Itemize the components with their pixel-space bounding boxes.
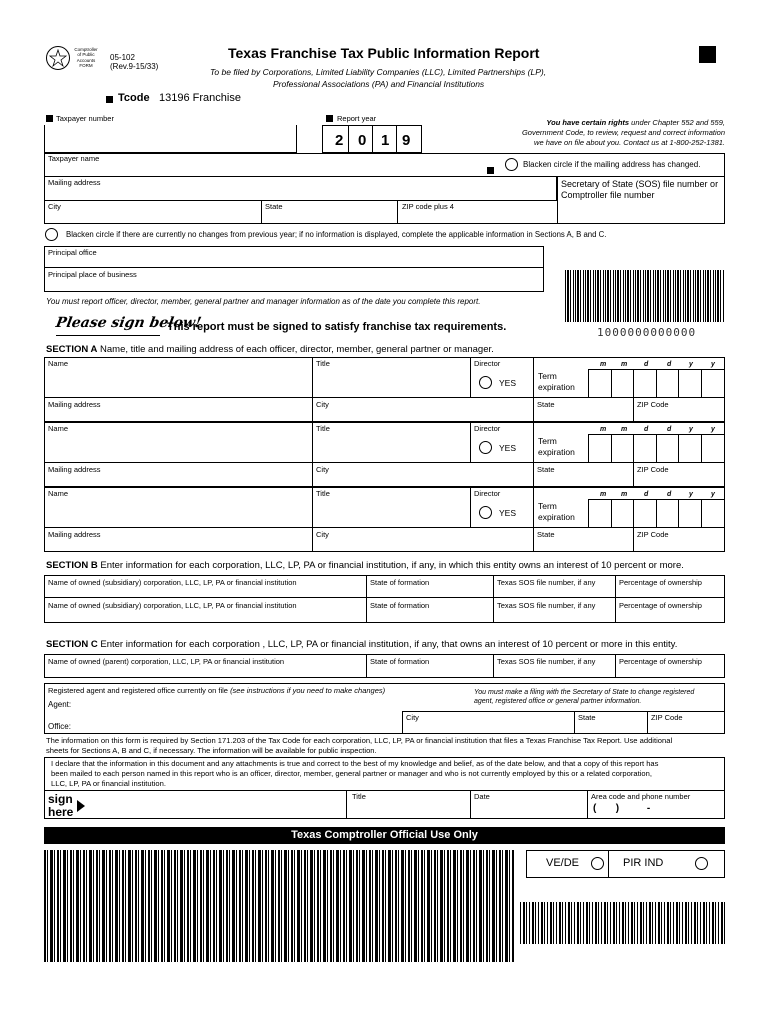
- rights-line-2: Government Code, to review, request and correct information: [521, 128, 725, 137]
- term-date-cell[interactable]: [678, 499, 679, 527]
- director-yes-circle[interactable]: [479, 506, 492, 519]
- phone-format: ( ) -: [593, 803, 651, 814]
- col-divider: [470, 487, 471, 527]
- officer-title-label: Title: [316, 359, 330, 368]
- tcode-marker: [106, 96, 113, 103]
- sign-arrow-icon: [77, 800, 85, 812]
- col-divider: [633, 527, 634, 552]
- director-label: Director: [474, 489, 501, 498]
- top-barcode: [565, 270, 725, 322]
- year-divider: [396, 125, 397, 153]
- officer-city-label: City: [316, 465, 329, 474]
- date-baseline: [588, 499, 725, 500]
- term-date-cell[interactable]: [633, 434, 634, 462]
- officer-state-label: State: [537, 400, 555, 409]
- col-divider: [633, 397, 634, 422]
- col-divider: [312, 487, 313, 552]
- form-subtitle-2: Professional Associations (PA) and Financial Institutions: [273, 79, 485, 89]
- officer-zip-label: ZIP Code: [637, 530, 669, 539]
- sign-title-label: Title: [352, 792, 366, 801]
- agent-state-label: State: [578, 713, 596, 722]
- col-divider: [346, 790, 347, 819]
- director-yes-label: YES: [499, 508, 517, 518]
- bottom-barcode: [44, 850, 514, 962]
- here-word: here: [48, 805, 74, 819]
- term-date-cell[interactable]: [633, 369, 634, 397]
- please-sign-banner: Please sign below!: [54, 315, 203, 331]
- year-digit-3: 1: [381, 132, 390, 149]
- director-label: Director: [474, 424, 501, 433]
- mailing-address-label: Mailing address: [48, 178, 101, 187]
- parent-state-label: State of formation: [370, 657, 430, 666]
- no-changes-label: Blacken circle if there are currently no changes from previous year; if no information is displayed, complete the applicable information in Sections A, B and C.: [66, 230, 607, 239]
- officer-divider: [44, 397, 725, 398]
- phone-label: Area code and phone number: [591, 792, 691, 801]
- principal-place-label: Principal place of business: [48, 270, 137, 279]
- mailing-changed-label: Blacken circle if the mailing address has changed.: [523, 160, 701, 169]
- form-number: 05-102: [110, 53, 135, 62]
- registered-agent-label: [48, 687, 385, 695]
- parent-name-label: Name of owned (parent) corporation, LLC, LP, PA or financial institution: [48, 657, 285, 666]
- term-date-cell[interactable]: [701, 434, 702, 462]
- barcode-number: 1000000000000: [597, 326, 697, 339]
- officer-title-label: Title: [316, 424, 330, 433]
- officer-name-field[interactable]: [45, 358, 311, 396]
- term-date-cell[interactable]: [678, 369, 679, 397]
- date-letter: d: [667, 426, 672, 433]
- declaration-2: been mailed to each person named in this report who is an officer, director, member, general partner or manager and who is not currently employed by this or a related corporation,: [51, 769, 652, 778]
- reg-label: Registered agent and registered office currently on file: [48, 686, 228, 695]
- officer-state-label: State: [537, 530, 555, 539]
- date-letter: m: [600, 426, 607, 433]
- officer-name-label: Name: [48, 424, 69, 433]
- officer-name-label: Name: [48, 489, 69, 498]
- officer-name-field[interactable]: [45, 488, 311, 526]
- form-revision: (Rev.9-15/33): [110, 62, 159, 71]
- info-text-2: sheets for Sections A, B and C, if necessary. The information will be available for public inspection.: [46, 746, 377, 755]
- sign-date-label: Date: [474, 792, 490, 801]
- col-divider: [366, 654, 367, 678]
- ve-de-circle[interactable]: [591, 857, 604, 870]
- col-divider: [312, 357, 313, 422]
- term-date-cell[interactable]: [656, 499, 657, 527]
- year-digit-4: 9: [402, 132, 411, 149]
- col-divider: [533, 357, 534, 422]
- section-b-title: SECTION B: [46, 560, 98, 571]
- col-divider: [366, 575, 367, 623]
- official-use-bar: Texas Comptroller Official Use Only: [44, 827, 725, 844]
- principal-office-label: Principal office: [48, 248, 97, 257]
- col-divider: [402, 711, 403, 734]
- subsidiary-pct-label: Percentage of ownership: [619, 578, 702, 587]
- zip-label: ZIP code plus 4: [402, 202, 454, 211]
- section-b-desc: Enter information for each corporation, LLC, LP, PA or financial institution, if any, in which this entity owns an interest of 10 percent or more.: [100, 560, 684, 571]
- officer-name-field[interactable]: [45, 423, 311, 461]
- declaration-1: I declare that the information in this document and any attachments is true and correct to the best of my knowledge and belief, as of the date below, and that a copy of this report has: [51, 759, 659, 768]
- officer-mailing-label: Mailing address: [48, 400, 101, 409]
- form-title: Texas Franchise Tax Public Information Report: [228, 45, 540, 61]
- date-letter: d: [644, 361, 649, 368]
- must-sign-notice: This report must be signed to satisfy franchise tax requirements.: [167, 321, 507, 333]
- pir-ind-circle[interactable]: [695, 857, 708, 870]
- term-date-cell[interactable]: [611, 369, 612, 397]
- term-date-cell[interactable]: [678, 434, 679, 462]
- subsidiary-name-label: Name of owned (subsidiary) corporation, LLC, LP, PA or financial institution: [48, 578, 297, 587]
- parent-pct-label: Percentage of ownership: [619, 657, 702, 666]
- section-a-desc: Name, title and mailing address of each officer, director, member, general partner or manager.: [100, 344, 494, 355]
- date-letter: y: [689, 491, 693, 498]
- info-text-1: The information on this form is required by Section 171.203 of the Tax Code for each corporation, LLC, LP, PA or financial institution that files a Texas Franchise Tax Report. Use additional: [46, 736, 673, 745]
- date-letter: d: [667, 361, 672, 368]
- officer-title-label: Title: [316, 489, 330, 498]
- col-divider: [615, 575, 616, 623]
- principal-office-field[interactable]: [44, 246, 544, 268]
- city-field[interactable]: [44, 201, 262, 224]
- please-sign-underline: [56, 335, 160, 336]
- col-divider: [533, 487, 534, 552]
- subsidiary-pct-label: Percentage of ownership: [619, 601, 702, 610]
- signature-field[interactable]: [88, 791, 346, 818]
- term-date-cell[interactable]: [588, 499, 589, 527]
- reg-note: (see instructions if you need to make changes): [230, 686, 386, 695]
- agent-city-label: City: [406, 713, 419, 722]
- star-icon: [47, 47, 69, 69]
- rights-notice: [510, 119, 725, 127]
- no-changes-circle[interactable]: [45, 228, 58, 241]
- expiration-label: expiration: [538, 512, 575, 522]
- sos-label-1: Secretary of State (SOS) file number or: [561, 179, 719, 189]
- date-letter: m: [600, 491, 607, 498]
- officer-zip-label: ZIP Code: [637, 400, 669, 409]
- date-letter: m: [621, 361, 628, 368]
- officer-divider: [44, 527, 725, 528]
- side-barcode: [520, 902, 725, 944]
- report-year-label: Report year: [337, 114, 377, 123]
- year-divider: [348, 125, 349, 153]
- term-date-cell[interactable]: [588, 369, 589, 397]
- term-date-cell[interactable]: [701, 369, 702, 397]
- col-divider: [470, 357, 471, 397]
- term-date-cell[interactable]: [633, 499, 634, 527]
- col-divider: [615, 654, 616, 678]
- date-letter: m: [621, 491, 628, 498]
- term-date-cell[interactable]: [611, 499, 612, 527]
- filing-note-1: You must make a filing with the Secretary of State to change registered: [474, 689, 695, 696]
- must-report-notice: You must report officer, director, member, general partner and manager information as of the date you complete this report.: [46, 297, 481, 306]
- date-letter: d: [644, 491, 649, 498]
- officer-divider: [44, 462, 725, 463]
- state-seal: [46, 46, 70, 70]
- pir-ind-label: PIR IND: [623, 857, 664, 869]
- rights-bold: You have certain rights: [546, 118, 630, 127]
- state-label: State: [265, 202, 283, 211]
- col-divider: [633, 462, 634, 487]
- term-date-cell[interactable]: [588, 434, 589, 462]
- term-label: Term: [538, 436, 557, 446]
- rights-line-3: we have on file about you. Contact us at 1-800-252-1381.: [534, 138, 725, 147]
- director-label: Director: [474, 359, 501, 368]
- tcode-label: Tcode: [118, 92, 150, 104]
- section-a-title: SECTION A: [46, 344, 98, 355]
- date-baseline: [588, 434, 725, 435]
- taxpayer-number-label: Taxpayer number: [56, 114, 114, 123]
- seal-caption: Comptroller of Public Accounts FORM: [74, 47, 98, 69]
- col-divider: [647, 711, 648, 734]
- parent-sos-label: Texas SOS file number, if any: [497, 657, 596, 666]
- director-yes-circle[interactable]: [479, 376, 492, 389]
- col-divider: [574, 711, 575, 734]
- subsidiary-sos-label: Texas SOS file number, if any: [497, 601, 596, 610]
- expiration-label: expiration: [538, 447, 575, 457]
- col-divider: [587, 790, 588, 819]
- officer-city-label: City: [316, 530, 329, 539]
- date-letter: y: [711, 426, 715, 433]
- term-date-cell[interactable]: [701, 499, 702, 527]
- date-letter: m: [621, 426, 628, 433]
- rights-text: under Chapter 552 and 559,: [629, 118, 725, 127]
- mailing-changed-circle[interactable]: [505, 158, 518, 171]
- term-date-cell[interactable]: [611, 434, 612, 462]
- col-divider: [533, 422, 534, 487]
- col-divider: [608, 850, 609, 878]
- taxpayer-name-label: Taxpayer name: [48, 154, 100, 163]
- officer-zip-label: ZIP Code: [637, 465, 669, 474]
- agent-label: Agent:: [48, 700, 72, 709]
- year-digit-2: 0: [358, 132, 367, 149]
- declaration-3: LLC, LP, PA or financial institution.: [51, 779, 166, 788]
- agent-zip-label: ZIP Code: [651, 713, 683, 722]
- section-c-desc: Enter information for each corporation , LLC, LP, PA or financial institution, if any, that owns an interest of 10 percent or more in this entity.: [100, 639, 678, 650]
- filing-note-2: agent, registered office or general partner information.: [474, 698, 642, 705]
- mailing-address-field[interactable]: [44, 177, 557, 201]
- director-yes-circle[interactable]: [479, 441, 492, 454]
- officer-name-label: Name: [48, 359, 69, 368]
- col-divider: [470, 422, 471, 462]
- subsidiary-name-label: Name of owned (subsidiary) corporation, LLC, LP, PA or financial institution: [48, 601, 297, 610]
- officer-city-label: City: [316, 400, 329, 409]
- taxpayer-number-marker: [46, 115, 53, 122]
- section-b-heading: [46, 561, 684, 571]
- term-label: Term: [538, 501, 557, 511]
- term-date-cell[interactable]: [656, 369, 657, 397]
- tcode-value: 13196 Franchise: [159, 92, 241, 104]
- date-baseline: [588, 369, 725, 370]
- section-c-title: SECTION C: [46, 639, 98, 650]
- date-letter: d: [644, 426, 649, 433]
- city-label: City: [48, 202, 61, 211]
- date-letter: m: [600, 361, 607, 368]
- year-divider: [372, 125, 373, 153]
- subsidiary-sos-label: Texas SOS file number, if any: [497, 578, 596, 587]
- date-letter: y: [711, 361, 715, 368]
- date-letter: y: [689, 426, 693, 433]
- director-yes-label: YES: [499, 443, 517, 453]
- mailing-change-marker: [487, 167, 494, 174]
- director-yes-label: YES: [499, 378, 517, 388]
- col-divider: [493, 654, 494, 678]
- sign-word: sign: [48, 792, 73, 806]
- section-a-heading: [46, 345, 494, 355]
- sos-label-2: Comptroller file number: [561, 190, 655, 200]
- expiration-label: expiration: [538, 382, 575, 392]
- year-digit-1: 2: [335, 132, 344, 149]
- col-divider: [312, 422, 313, 487]
- section-c-heading: [46, 640, 677, 650]
- col-divider: [470, 790, 471, 819]
- officer-mailing-label: Mailing address: [48, 465, 101, 474]
- date-letter: y: [689, 361, 693, 368]
- subsidiary-state-label: State of formation: [370, 601, 430, 610]
- corner-marker: [699, 46, 716, 63]
- term-label: Term: [538, 371, 557, 381]
- office-label: Office:: [48, 722, 71, 731]
- taxpayer-number-field[interactable]: [44, 125, 297, 153]
- officer-state-label: State: [537, 465, 555, 474]
- date-letter: d: [667, 491, 672, 498]
- form-subtitle-1: To be filed by Corporations, Limited Liability Companies (LLC), Limited Partnerships (LP),: [210, 67, 547, 77]
- term-date-cell[interactable]: [656, 434, 657, 462]
- date-letter: y: [711, 491, 715, 498]
- ve-de-label: VE/DE: [546, 857, 580, 869]
- report-year-marker: [326, 115, 333, 122]
- subsidiary-state-label: State of formation: [370, 578, 430, 587]
- agent-divider: [402, 711, 725, 712]
- col-divider: [493, 575, 494, 623]
- officer-mailing-label: Mailing address: [48, 530, 101, 539]
